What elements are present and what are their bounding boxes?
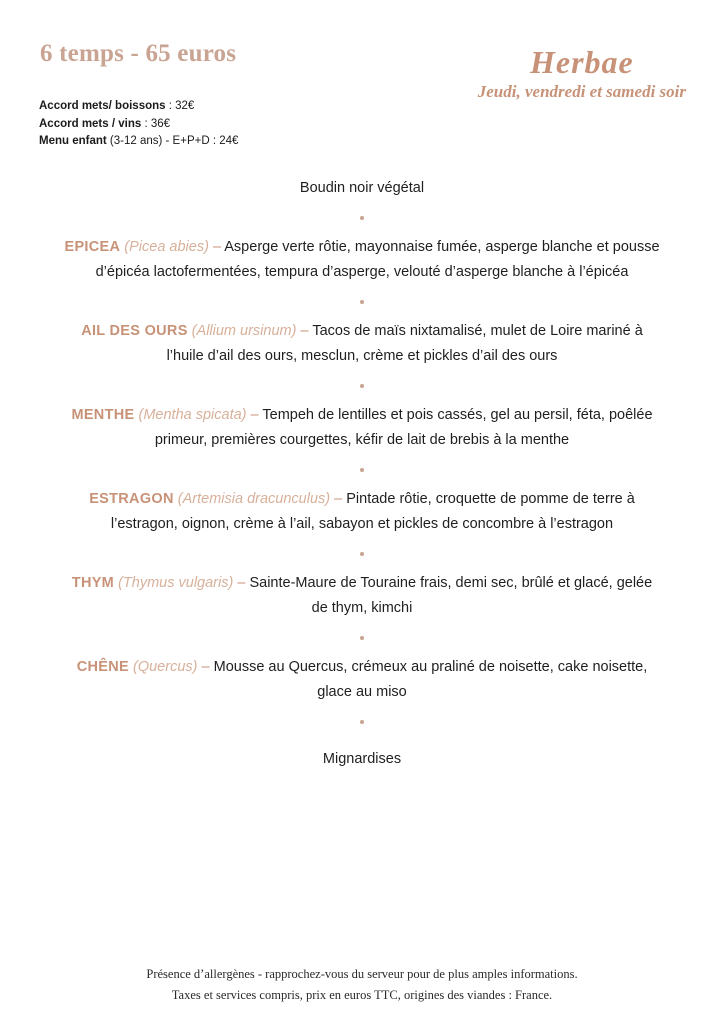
course-line (62, 403, 662, 453)
allergen-notice: Présence d’allergènes - rapprochez-vous du serveur pour de plus amples informations. (146, 967, 578, 981)
list-item (39, 116, 238, 134)
course-item (62, 571, 662, 621)
pairing-value: : 32€ (165, 100, 195, 112)
course-latin-name: (Allium ursinum) (191, 323, 297, 339)
dot-icon (360, 384, 364, 388)
course-latin-name: (Artemisia dracunculus) (177, 491, 331, 507)
dot-icon (360, 720, 364, 724)
page-title: 6 temps - 65 euros (40, 40, 237, 67)
course-description: Tacos de maïs nixtamalisé, mulet de Loire mariné à l’huile d’ail des ours, mesclun, crème et pickles d’ail des ours (166, 323, 643, 364)
course-latin-name: (Picea abies) (124, 239, 209, 255)
course-item (62, 487, 662, 537)
course-description: Mousse au Quercus, crémeux au praliné de noisette, cake noisette, glace au miso (213, 659, 648, 700)
dot-icon (360, 300, 364, 304)
pairing-value: (3-12 ans) - E+P+D : 24€ (106, 135, 239, 147)
course-separator (0, 453, 724, 487)
list-item (39, 133, 238, 151)
course-latin-name: (Quercus) (133, 659, 198, 675)
course-dash: – (237, 575, 246, 591)
course-dash: – (334, 491, 343, 507)
course-separator (0, 285, 724, 319)
course-dash: – (201, 659, 210, 675)
course-item (62, 168, 662, 201)
menu-header (0, 0, 724, 160)
course-latin-name: (Thymus vulgaris) (118, 575, 234, 591)
course-separator (0, 621, 724, 655)
course-item (62, 739, 662, 772)
course-herb-name: MENTHE (71, 407, 135, 423)
dot-icon (360, 552, 364, 556)
course-latin-name: (Mentha spicata) (138, 407, 247, 423)
course-dash: – (300, 323, 309, 339)
dot-icon (360, 468, 364, 472)
course-description: Pintade rôtie, croquette de pomme de terre à l’estragon, oignon, crème à l’ail, sabayon et pickles de concombre à l’estragon (110, 491, 635, 532)
course-herb-name: CHÊNE (76, 659, 129, 675)
course-line (62, 319, 662, 369)
course-description: Boudin noir végétal (299, 180, 425, 196)
course-dash: – (250, 407, 259, 423)
course-dash: – (212, 239, 222, 255)
course-herb-name: THYM (71, 575, 115, 591)
course-description: Tempeh de lentilles et pois cassés, gel au persil, féta, poêlée primeur, premières courgettes, kéfir de lait de brebis à la menthe (154, 407, 653, 448)
restaurant-name: Herbae (530, 44, 634, 80)
course-list (0, 168, 724, 772)
course-item (62, 655, 662, 705)
tax-notice: Taxes et services compris, prix en euros TTC, origines des viandes : France. (171, 988, 553, 1002)
pairing-label: Accord mets / vins (39, 117, 142, 130)
course-item (62, 319, 662, 369)
course-description: Mignardises (322, 751, 402, 767)
course-herb-name: AIL DES OURS (81, 323, 188, 339)
dot-icon (360, 216, 364, 220)
course-item (62, 235, 662, 285)
course-line (62, 571, 662, 621)
menu-footer (0, 964, 724, 1006)
course-separator (0, 369, 724, 403)
restaurant-brand (478, 44, 686, 103)
course-separator (0, 201, 724, 235)
dot-icon (360, 636, 364, 640)
course-line (62, 487, 662, 537)
course-line (62, 235, 662, 285)
course-description: Asperge verte rôtie, mayonnaise fumée, asperge blanche et pousse d’épicéa lactofermentées, tempura d’asperge, velouté d’asperge blanche à l’épicéa (95, 239, 660, 280)
list-item (39, 98, 238, 116)
course-line (62, 655, 662, 705)
pairing-label: Menu enfant (39, 135, 107, 147)
pairing-value: : 36€ (141, 117, 171, 130)
course-description: Sainte-Maure de Touraine frais, demi sec, brûlé et glacé, gelée de thym, kimchi (249, 575, 653, 616)
service-days: Jeudi, vendredi et samedi soir (477, 82, 686, 101)
course-item (62, 403, 662, 453)
pairing-label: Accord mets/ boissons (39, 100, 166, 112)
pairing-price-list (39, 98, 238, 151)
course-herb-name: EPICEA (64, 239, 121, 255)
course-separator (0, 537, 724, 571)
course-herb-name: ESTRAGON (89, 491, 174, 507)
course-separator (0, 705, 724, 739)
